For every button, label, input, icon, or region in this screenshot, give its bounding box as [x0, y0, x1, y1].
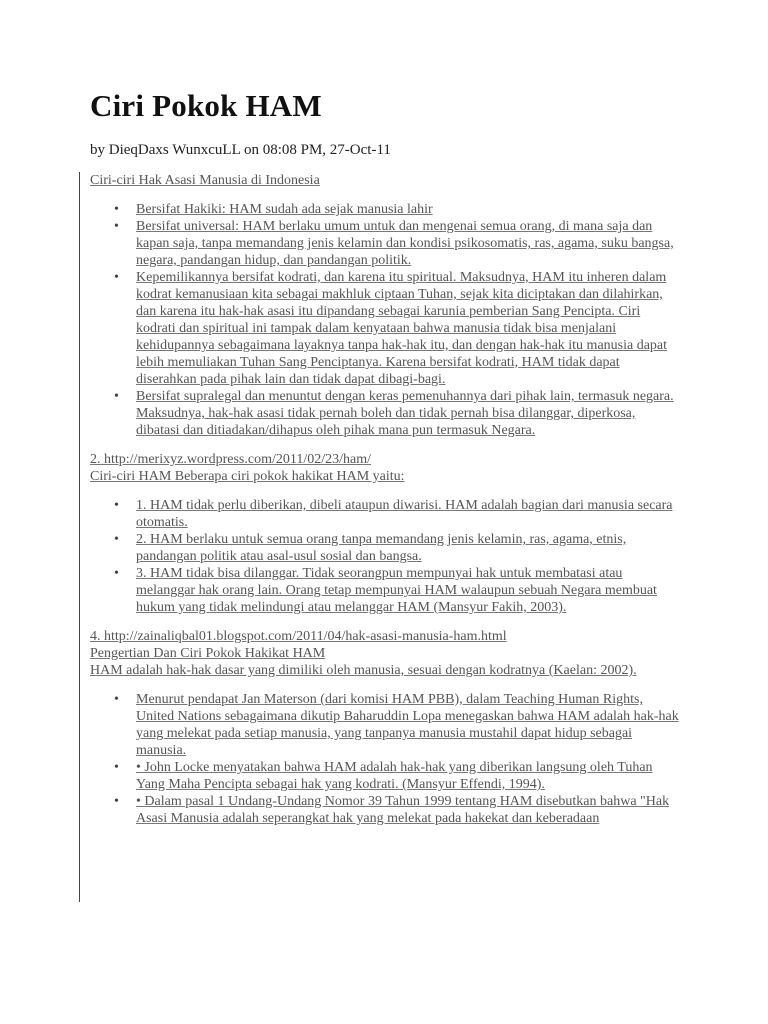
- source-link[interactable]: 2. http://merixyz.wordpress.com/2011/02/23/ham/: [90, 452, 371, 467]
- bullet-list: [90, 497, 679, 616]
- list-item: [90, 497, 679, 531]
- article-body: [79, 172, 679, 902]
- bullet-icon: •: [114, 202, 119, 217]
- list-item-text: Bersifat universal: HAM berlaku umum untuk dan mengenai semua orang, di mana saja dan kapan saja, tanpa memandang jenis kelamin dan kondisi psikosomatis, ras, agama, suku bangsa, negara, pandangan hidup, dan pandangan politik.: [136, 219, 674, 268]
- list-item-text: Menurut pendapat Jan Materson (dari komisi HAM PBB), dalam Teaching Human Rights, United Nations sebagaimana dikutip Baharuddin Lopa menegaskan bahwa HAM adalah hak-hak yang melekat pada setiap manusia, yang tanpanya manusia mustahil dapat hidup sebagai manusia.: [136, 692, 679, 758]
- bullet-icon: •: [114, 389, 119, 404]
- section-heading: Pengertian Dan Ciri Pokok Hakikat HAM: [90, 646, 326, 661]
- bullet-icon: •: [114, 498, 119, 513]
- section-heading: Ciri-ciri HAM Beberapa ciri pokok hakikat HAM yaitu:: [90, 469, 405, 484]
- list-item: [90, 531, 679, 565]
- list-item-text: Bersifat supralegal dan menuntut dengan keras pemenuhannya dari pihak lain, termasuk negara. Maksudnya, hak-hak asasi tidak pernah boleh dan tidak pernah bisa dilanggar, diperkosa, dibatasi dan ditiadakan/dihapus oleh pihak mana pun termasuk Negara.: [136, 389, 674, 438]
- list-item: [90, 388, 679, 439]
- bullet-icon: •: [114, 219, 119, 234]
- list-item: [90, 759, 679, 793]
- bullet-icon: •: [114, 760, 119, 775]
- bullet-icon: •: [114, 692, 119, 707]
- bullet-icon: •: [114, 566, 119, 581]
- list-item-text: • Dalam pasal 1 Undang-Undang Nomor 39 Tahun 1999 tentang HAM disebutkan bahwa "Hak Asasi Manusia adalah seperangkat hak yang melekat pada hakekat dan keberadaan: [136, 794, 670, 826]
- bullet-icon: •: [114, 794, 119, 809]
- list-item: [90, 269, 679, 388]
- list-item: [90, 201, 679, 218]
- list-item-text: 3. HAM tidak bisa dilanggar. Tidak seorangpun mempunyai hak untuk membatasi atau melanggar hak orang lain. Orang tetap mempunyai HAM walaupun sebuah Negara membuat hukum yang tidak melindungi atau melanggar HAM (Mansyur Fakih, 2003).: [136, 566, 657, 615]
- source-link[interactable]: 4. http://zainaliqbal01.blogspot.com/2011/04/hak-asasi-manusia-ham.html: [90, 629, 507, 644]
- list-item-text: 2. HAM berlaku untuk semua orang tanpa memandang jenis kelamin, ras, agama, etnis, pandangan politik atau asal-usul sosial dan bangsa.: [136, 532, 627, 564]
- document-title: Ciri Pokok HAM: [90, 88, 322, 123]
- byline: by DieqDaxs WunxcuLL on 08:08 PM, 27-Oct-11: [90, 142, 391, 158]
- list-item: [90, 691, 679, 759]
- bullet-icon: •: [114, 270, 119, 285]
- bullet-list: [90, 201, 679, 439]
- list-item: [90, 218, 679, 269]
- bullet-icon: •: [114, 532, 119, 547]
- list-item: [90, 565, 679, 616]
- intro-paragraph: HAM adalah hak-hak dasar yang dimiliki oleh manusia, sesuai dengan kodratnya (Kaelan: 2002).: [90, 663, 637, 678]
- bullet-list: [90, 691, 679, 827]
- section-heading: Ciri-ciri Hak Asasi Manusia di Indonesia: [90, 173, 320, 188]
- list-item-text: 1. HAM tidak perlu diberikan, dibeli ataupun diwarisi. HAM adalah bagian dari manusia secara otomatis.: [136, 498, 673, 530]
- list-item: [90, 793, 679, 827]
- list-item-text: Bersifat Hakiki: HAM sudah ada sejak manusia lahir: [136, 202, 433, 217]
- list-item-text: • John Locke menyatakan bahwa HAM adalah hak-hak yang diberikan langsung oleh Tuhan Yang Maha Pencipta sebagai hak yang kodrati. (Mansyur Effendi, 1994).: [136, 760, 653, 792]
- list-item-text: Kepemilikannya bersifat kodrati, dan karena itu spiritual. Maksudnya, HAM itu inheren dalam kodrat kemanusiaan kita sebagai makhluk ciptaan Tuhan, sejak kita diciptakan dan dilahirkan, dan karena itu hak-hak asasi itu dipandang sebagai karunia pemberian Sang Pencipta. Ciri kodrati dan spiritual ini tampak dalam kenyataan bahwa manusia tidak bisa menjalani kehidupannya sebagaimana layaknya tanpa hak-hak itu, dan dengan hak-hak itu manusia dapat lebih memuliakan Tuhan Sang Penciptanya. Karena bersifat kodrati, HAM tidak dapat diserahkan pada pihak lain dan tidak dapat dibagi-bagi.: [136, 270, 668, 387]
